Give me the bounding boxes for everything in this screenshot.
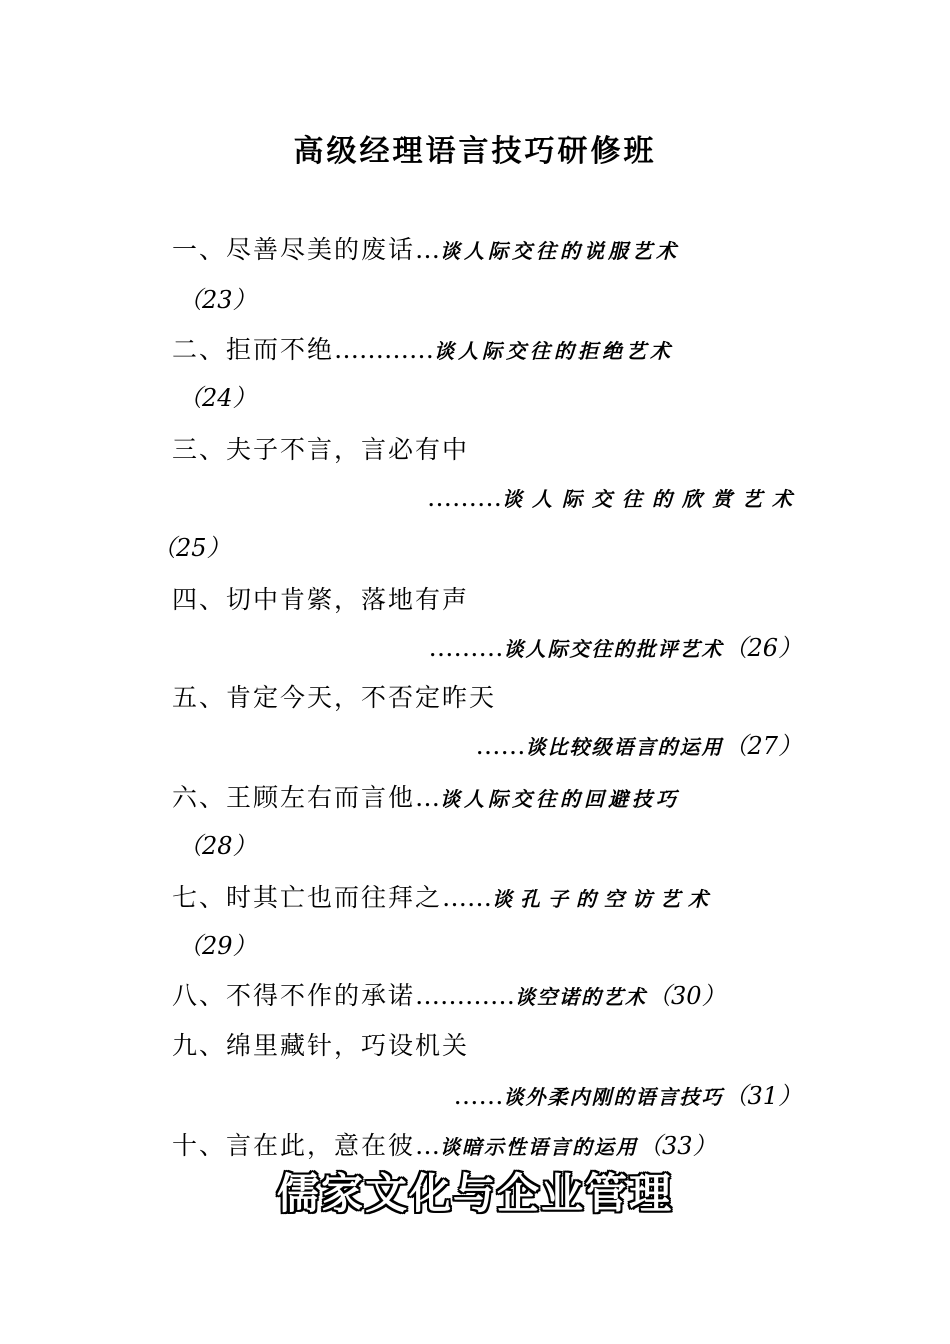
toc-entry-5 [172, 680, 496, 716]
toc-entry-subtitle: 谈人际交往的批评艺术 [503, 637, 724, 661]
toc-entry-dots: …… [442, 883, 493, 912]
toc-entry-main: 十、言在此，意在彼 [172, 1131, 416, 1160]
toc-entry-subtitle: 谈外柔内刚的语言技巧 [503, 1085, 724, 1109]
toc-page-number: （23） [178, 286, 257, 314]
toc-page-number: （26） [723, 634, 802, 662]
page-title: 高级经理语言技巧研修班 [293, 134, 657, 169]
toc-entry-5-cont [475, 728, 802, 765]
toc-entry-3 [172, 432, 469, 468]
toc-entry-page [152, 530, 231, 566]
toc-page-number: （31） [723, 1082, 802, 1110]
toc-entry-subtitle: 谈孔子的空访艺术 [492, 887, 717, 911]
toc-page-number: （25） [152, 534, 231, 562]
toc-entry-page [178, 282, 257, 318]
toc-entry-main: 六、王顾左右而言他 [172, 783, 416, 812]
toc-entry-1 [172, 232, 680, 269]
toc-entry-4-cont [428, 630, 802, 667]
toc-entry-dots: ……… [427, 483, 502, 512]
toc-entry-page [178, 828, 257, 864]
toc-entry-9 [172, 1028, 469, 1064]
toc-entry-8 [172, 978, 726, 1015]
toc-entry-subtitle: 谈人际交往的回避技巧 [440, 787, 681, 811]
toc-entry-dots: ……… [428, 633, 504, 662]
toc-entry-page [178, 380, 257, 416]
toc-entry-subtitle: 谈暗示性语言的运用 [440, 1135, 639, 1159]
toc-entry-main: 二、拒而不绝 [172, 335, 335, 364]
toc-entry-page [178, 928, 257, 964]
toc-entry-subtitle: 谈人际交往的拒绝艺术 [434, 339, 675, 363]
toc-entry-subtitle: 谈空诺的艺术 [515, 985, 648, 1009]
toc-entry-7 [172, 880, 716, 917]
toc-page-number: （33） [638, 1132, 717, 1160]
toc-page-number: （27） [723, 732, 802, 760]
toc-entry-subtitle: 谈人际交往的说服艺术 [440, 239, 681, 263]
toc-entry-dots: … [415, 1131, 441, 1160]
toc-entry-main: 一、尽善尽美的废话 [172, 235, 416, 264]
toc-entry-3-cont [427, 480, 802, 517]
toc-entry-dots: ………… [415, 981, 516, 1010]
toc-entry-main: 三、夫子不言，言必有中 [172, 435, 470, 464]
toc-page-number: （28） [178, 832, 257, 860]
toc-page-number: （29） [178, 932, 257, 960]
toc-entry-6 [172, 780, 680, 817]
toc-entry-subtitle: 谈比较级语言的运用 [525, 735, 724, 759]
toc-page-number: （30） [647, 982, 726, 1010]
toc-entry-dots: … [415, 783, 441, 812]
toc-entry-dots: … [415, 235, 441, 264]
toc-page-number: （24） [178, 384, 257, 412]
toc-entry-main: 八、不得不作的承诺 [172, 981, 416, 1010]
toc-entry-9-cont [453, 1078, 802, 1115]
toc-entry-subtitle: 谈人际交往的欣赏艺术 [502, 487, 802, 511]
toc-entry-dots: …… [475, 731, 526, 760]
toc-entry-main: 五、肯定今天，不否定昨天 [172, 683, 497, 712]
toc-entry-4 [172, 582, 469, 618]
toc-entry-main: 四、切中肯綮，落地有声 [172, 585, 470, 614]
toc-entry-10 [172, 1128, 717, 1165]
toc-entry-main: 九、绵里藏针，巧设机关 [172, 1031, 470, 1060]
toc-entry-2 [172, 332, 674, 369]
toc-entry-dots: ………… [334, 335, 435, 364]
toc-entry-main: 七、时其亡也而往拜之 [172, 883, 443, 912]
toc-entry-dots: …… [453, 1081, 504, 1110]
footer-title: 儒家文化与企业管理 [276, 1169, 673, 1218]
